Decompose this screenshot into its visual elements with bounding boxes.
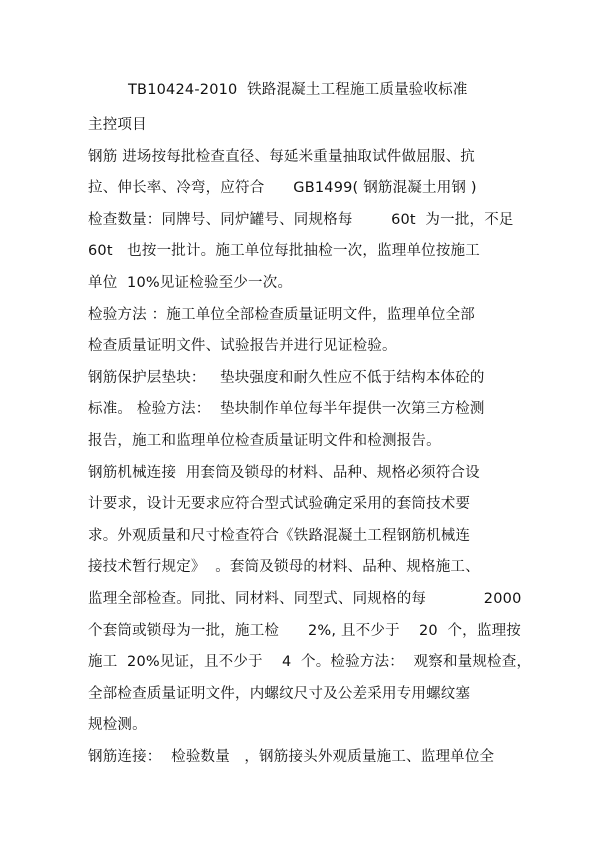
text-line: 个套筒或锁母为一批，施工检 2%, 且不少于 20 个，监理按: [88, 622, 521, 639]
text-line: 钢筋连接： 检验数量 ，钢筋接头外观质量施工、监理单位全: [88, 749, 495, 765]
text-line: 单位 10%见证检验至少一次。: [88, 275, 293, 291]
text-line: 全部检查质量证明文件，内螺纹尺寸及公差采用专用螺纹塞: [88, 685, 471, 702]
text-line: 标准。 检验方法： 垫块制作单位每半年提供一次第三方检测: [88, 401, 485, 418]
text-line: 施工 20%见证，且不少于 4 个。检验方法： 观察和量规检查，: [88, 654, 532, 671]
text-line: 钢筋保护层垫块： 垫块强度和耐久性应不低于结构本体砼的: [88, 369, 485, 386]
text-line: 计要求，设计无要求应符合型式试验确定采用的套筒技术要: [88, 496, 471, 513]
text-line: 接技术暂行规定》 。套筒及锁母的材料、品种、规格施工、: [88, 559, 480, 576]
text-line: 检查质量证明文件、试验报告并进行见证检验。: [88, 338, 397, 355]
document-title: TB10424-2010 铁路混凝土工程施工质量验收标准: [128, 82, 468, 98]
text-line: 钢筋机械连接 用套筒及锁母的材料、品种、规格必须符合设: [88, 464, 480, 481]
text-line: 60t 也按一批计。施工单位每批抽检一次，监理单位按施工: [88, 243, 480, 260]
text-line: 检验方法 ：施工单位全部检查质量证明文件，监理单位全部: [88, 306, 476, 323]
text-line: 求。外观质量和尺寸检查符合《铁路混凝土工程钢筋机械连: [88, 527, 471, 544]
text-line: 规检测。: [88, 717, 147, 734]
text-line: 报告，施工和监理单位检查质量证明文件和检测报告。: [88, 433, 441, 449]
text-line: 钢筋 进场按每批检查直径、每延米重量抽取试件做屈服、抗: [88, 148, 476, 165]
section-heading: 主控项目: [88, 117, 147, 133]
text-line: 检查数量：同牌号、同炉罐号、同规格每 60t 为一批，不足: [88, 211, 514, 228]
text-line: 监理全部检查。同批、同材料、同型式、同规格的每 2000: [88, 591, 522, 607]
text-line: 拉、伸长率、冷弯，应符合 GB1499( 钢筋混凝土用钢 ): [88, 180, 477, 197]
